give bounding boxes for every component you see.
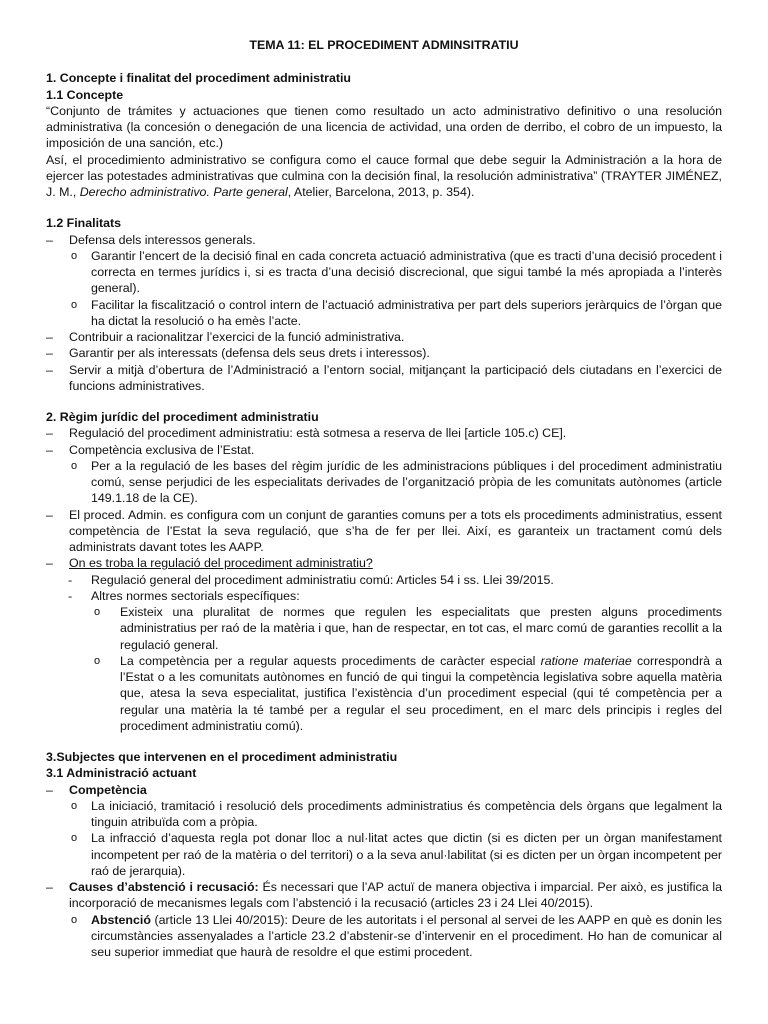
circle-bullet: o [94,606,101,618]
list-item [46,653,722,734]
list-item [46,830,722,879]
list-item-text: Competència exclusiva de l’Estat. [69,442,255,457]
list-item-label: Abstenció [91,912,151,927]
list-item [46,588,722,604]
list-item-text: Facilitar la fiscalització o control intern de l’actuació administrativa per part dels superiors jeràrquics de l’òrgan que ha dictat la resolució o ha emès l’acte. [91,297,722,328]
dash-bullet: – [46,880,53,894]
list-item [46,425,722,441]
list-item-text: La iniciació, tramitació i resolució dels procediments administratius és competència dels òrgans que legalment la tinguin atribuïda com a pròpia. [91,798,722,829]
document-title: TEMA 11: EL PROCEDIMENT ADMINSITRATIU [249,38,519,52]
list-item [46,232,722,248]
section-3-heading: 3.Subjectes que intervenen en el procediment administratiu [46,750,398,764]
list-item-label: Causes d’abstenció i recusació: [69,880,259,894]
list-item [46,555,722,571]
circle-bullet: o [71,799,78,812]
dash-bullet: – [46,346,53,361]
list-item-text: (article 13 Llei 40/2015): Deure de les autoritats i el personal al servei de les AAPP en què es donin les circumstàncies assenyalades a l’article 23.2 d’abstenir-se d’intervenir en el procediment. Ho han de comunicar al seu superior immediat que haurà de resoldre el que estimi procedent. [91,912,722,959]
section-1-heading: 1. Concepte i finalitat del procediment administratiu [46,71,351,86]
list-item [46,798,722,831]
list-item [46,604,722,653]
dash-bullet: – [46,426,53,441]
document-page [46,37,722,960]
dash-bullet: – [46,442,53,457]
citation-text: , Atelier, Barcelona, 2013, p. 354). [287,185,475,199]
list-item-text: Regulació del procediment administratiu: està sotmesa a reserva de llei [article 105.c) CE]. [69,426,567,441]
list-item [46,362,722,395]
list-item-text: La competència per a regular aquests procediments de caràcter especial [120,653,541,668]
list-item [46,248,722,297]
list-item-text: És necessari que l’AP actuï de manera objectiva i imparcial. Per això, es justifica la incorporació de mecanismes legals com l’abstenció i la recusació (articles 23 i 24 Llei 40/2015). [69,880,722,911]
circle-bullet: o [71,913,78,926]
list-item-text: Altres normes sectorials específiques: [91,588,300,603]
list-item-text: Existeix una pluralitat de normes que regulen les especialitats que presten alguns procediments administratius per raó de la matèria i que, han de respectar, en tot cas, el marc comú de garanties recollit a la regulació general. [120,605,722,652]
circle-bullet: o [71,832,78,845]
list-item-text: Servir a mitjà d’obertura de l’Administració a l’entorn social, mitjançant la participació dels ciutadans en l’exercici de funcions administratives. [69,362,722,393]
subsection-1-2-heading: 1.2 Finalitats [46,216,122,231]
underlined-question: On es troba la regulació del procediment administratiu? [69,556,373,571]
list-item [46,507,722,556]
list-item [46,879,722,912]
circle-bullet: o [71,298,78,311]
list-item-text: Garantir per als interessats (defensa dels seus drets i interessos). [69,346,430,361]
concept-quote-paragraph-2 [46,152,722,201]
list-item [46,572,722,588]
list-item [46,329,722,345]
quote-text: Así, el procedimiento administrativo se configura como el cauce formal que debe seguir la Administración a la hora de ejercer las potestades administrativas que culmina con la decisión final, la resolución administrativa” (TRAYTER JIMÉNEZ, J. M., [46,152,722,199]
list-item-text: El proced. Admin. es configura com un conjunt de garanties comuns per a tots els procediments administratius, essent competència de l’Estat la seva regulació, que s’ha de fer per llei. Així, es garanteix un tractament comú dels administrats davant totes les AAPP. [69,507,722,554]
dash-bullet: – [46,507,53,522]
hyphen-bullet: - [68,572,73,587]
list-item-text: Contribuir a racionalitzar l’exercici de la funció administrativa. [69,330,405,344]
dash-bullet: – [46,556,53,571]
dash-bullet: – [46,330,53,344]
list-item-text: Garantir l’encert de la decisió final en cada concreta actuació administrativa (que es tracti d’una decisió procedent i correcta en termes jurídics i, si es tracta d’una decisió discrecional, que sigui també la més apropiada a l’interès general). [91,248,722,296]
list-item [46,782,722,798]
list-item-text: Defensa dels interessos generals. [69,232,256,247]
book-title: Derecho administrativo. Parte general [79,185,288,199]
subsection-3-1-heading: 3.1 Administració actuant [46,766,197,781]
dash-bullet: – [46,362,53,377]
list-item [46,345,722,361]
dash-bullet: – [46,232,53,247]
list-item [46,912,722,961]
list-item-text: Per a la regulació de les bases del règim jurídic de les administracions públiques i del procediment administratiu comú, sense perjudici de les especialitats derivades de l’organització pròpia de les comunitats autònomes (article 149.1.18 de la CE). [91,458,722,506]
subsection-1-1-heading: 1.1 Concepte [46,87,124,102]
latin-term: ratione materiae [540,653,632,668]
section-2-heading: 2. Règim jurídic del procediment administratiu [46,410,319,424]
circle-bullet: o [71,459,78,472]
circle-bullet: o [71,249,78,262]
list-item-text: Regulació general del procediment administratiu comú: Articles 54 i ss. Llei 39/2015. [91,572,554,587]
list-item [46,297,722,330]
list-item-label: Competència [69,782,147,797]
list-item-text: correspondrà a l’Estat o a les comunitats autònomes en funció de qui tingui la competència legislativa sobre aquella matèria que, atesa la seva especialitat, justifica l’existència d’un procediment especial (qui té competència per a regular una matèria la té també per a regular el seu procediment, en el marc dels principis i regles del procediment administratiu comú). [120,653,722,733]
dash-bullet: – [46,782,53,797]
concept-quote-paragraph: “Conjunto de trámites y actuaciones que tienen como resultado un acto administrativo definitivo o una resolución administrativa (la concesión o denegación de una licencia de actividad, una orden de derribo, el cobro de un impuesto, la imposición de una sanción, etc.) [46,103,722,151]
list-item [46,442,722,458]
hyphen-bullet: - [68,588,73,603]
list-item [46,458,722,507]
list-item-text: La infracció d’aquesta regla pot donar lloc a nul·litat actes que dictin (si es dicten per un òrgan manifestament incompetent per raó de la matèria o del territori) o a la seva anul·labilitat (si es dicten per un òrgan incompetent per raó de jerarquia). [91,831,722,878]
circle-bullet: o [94,654,101,667]
